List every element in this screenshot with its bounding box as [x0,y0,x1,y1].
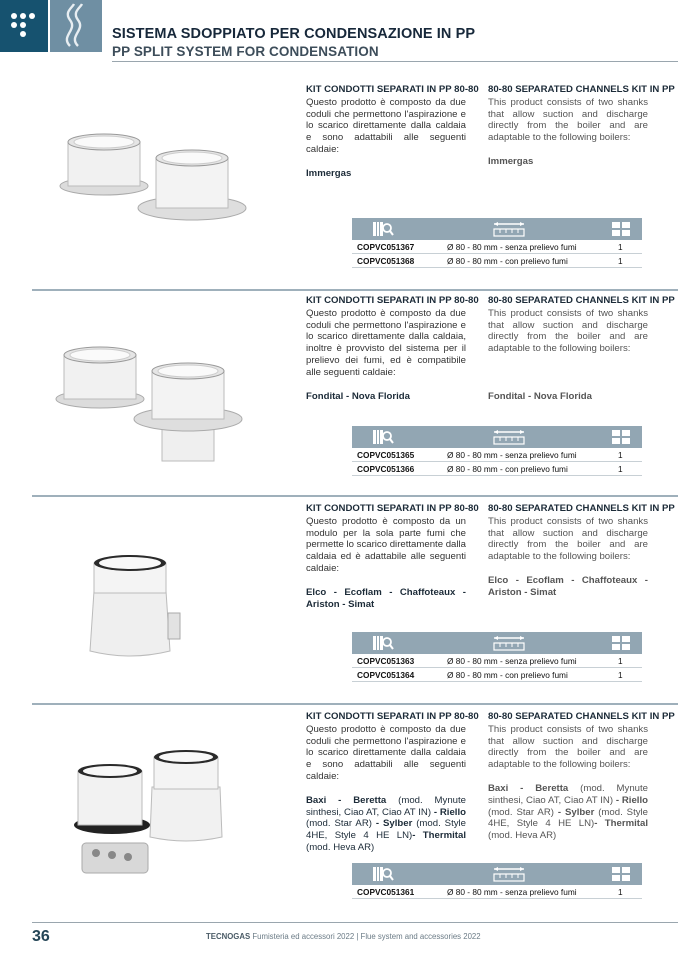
footer-text [206,932,481,941]
product-qty: 1 [618,464,623,474]
brand-models: (mod. Mynute sinthesi, Ciao AT, Ciao AT IN) [306,794,466,818]
kit-title-en: 80-80 SEPARATED CHANNELS KIT IN PP [488,503,675,514]
brand-models: (mod. Star AR) [306,818,376,830]
page-number: 36 [32,928,50,945]
kit-description-it: Questo prodotto è composto da due coduli che permettono l'aspirazione e lo scarico direttamente dalla caldaia e sono adattabili alle seguenti caldaie: [306,723,466,782]
section-divider [32,289,678,291]
kit-description-en: This product consists of two shanks that allow suction and discharge directly from the boiler and are adaptable to the following boilers: [488,723,648,771]
brand-name: - Sylber [375,818,413,830]
compatible-boilers-it [306,795,466,854]
kit-description-it: Questo prodotto è composto da un modulo per la sola parte fumi che permette lo scarico direttamente dalla caldaia ed è adattabile alle seguenti caldaie: [306,515,466,574]
compatible-boilers-en [488,783,648,842]
product-qty: 1 [618,670,623,680]
table-row [352,654,642,668]
brand-name: Baxi - Beretta [306,794,387,806]
compatible-boilers-en: Immergas [488,155,534,167]
brand-models: (mod. Mynute sinthesi, Ciao AT, Ciao AT IN) [488,782,648,806]
product-qty: 1 [618,242,623,252]
product-image-single-module [86,551,186,661]
product-code: COPVC051365 [357,450,415,460]
catalog-search-icon [372,865,394,883]
package-boxes-icon [610,865,632,883]
footer-brand: TECNOGAS [206,932,251,941]
section-divider [32,495,678,497]
compatible-boilers-it: Fondital - Nova Florida [306,390,410,402]
measure-ruler-icon [492,634,526,652]
product-table [352,426,642,476]
kit-title-en: 80-80 SEPARATED CHANNELS KIT IN PP [488,295,675,306]
table-row [352,668,642,682]
product-qty: 1 [618,887,623,897]
footer-divider [32,922,678,923]
kit-description-en: This product consists of two shanks that allow suction and discharge directly from the boiler and are adaptable to the following boilers: [488,515,648,563]
kit-description-it: Questo prodotto è composto da due coduli che permettono l'aspirazione e lo scarico direttamente dalla caldaia e sono adattabili alle seguenti caldaie: [306,96,466,155]
page-title: SISTEMA SDOPPIATO PER CONDENSAZIONE IN PP [112,26,476,42]
table-header [352,218,642,240]
package-boxes-icon [610,428,632,446]
description-en [488,503,675,599]
compatible-boilers-it: Immergas [306,167,352,179]
brand-name: Baxi - Beretta [488,782,569,794]
brand-models: (mod. Style 4HE, Style 4 HE LN) [306,818,466,842]
kit-description-en: This product consists of two shanks that allow suction and discharge directly from the boiler and are adaptable to the following boilers: [488,96,648,144]
product-size: Ø 80 - 80 mm - senza prelievo fumi [447,887,577,897]
catalog-search-icon [372,634,394,652]
product-code: COPVC051367 [357,242,415,252]
kit-title-it: KIT CONDOTTI SEPARATI IN PP 80-80 [306,503,479,514]
compatible-boilers-en: Fondital - Nova Florida [488,390,592,402]
brand-models: (mod. Star AR) [488,806,558,818]
table-row [352,254,642,268]
section-divider [32,703,678,705]
kit-title-en: 80-80 SEPARATED CHANNELS KIT IN PP [488,711,675,722]
table-row [352,240,642,254]
kit-title-it: KIT CONDOTTI SEPARATI IN PP 80-80 [306,295,479,306]
brand-models: (mod. Heva AR) [488,830,557,842]
description-it [306,503,479,610]
product-table [352,218,642,268]
compatible-boilers-en: Elco - Ecoflam - Chaffoteaux - Ariston - Simat [488,574,648,598]
kit-title-it: KIT CONDOTTI SEPARATI IN PP 80-80 [306,711,479,722]
table-header [352,426,642,448]
product-size: Ø 80 - 80 mm - con prelievo fumi [447,256,568,266]
smoke-icon [50,0,102,52]
catalog-search-icon [372,428,394,446]
table-header [352,632,642,654]
package-boxes-icon [610,634,632,652]
package-boxes-icon [610,220,632,238]
kit-description-it: Questo prodotto è composto da due coduli che permettono l'aspirazione e lo scarico direttamente dalla caldaia, inoltre è provvisto del sistema per il prelievo dei fumi, ed è compatibile alle seguenti caldaie: [306,307,466,378]
description-it [306,711,479,854]
product-image-two-shanks [56,128,252,238]
measure-ruler-icon [492,428,526,446]
product-size: Ø 80 - 80 mm - con prelievo fumi [447,464,568,474]
product-code: COPVC051364 [357,670,415,680]
table-row [352,885,642,899]
description-en [488,295,675,403]
description-en [488,711,675,842]
product-table [352,632,642,682]
product-table [352,863,642,899]
table-header [352,863,642,885]
measure-ruler-icon [492,865,526,883]
brand-name: - Thermital [412,830,466,842]
product-code: COPVC051366 [357,464,415,474]
kit-title-en: 80-80 SEPARATED CHANNELS KIT IN PP [488,84,675,95]
brand-name: - Riello [433,806,466,818]
product-size: Ø 80 - 80 mm - senza prelievo fumi [447,242,577,252]
product-image-two-shanks-sampling [52,341,248,467]
product-code: COPVC051368 [357,256,415,266]
page-subtitle: PP SPLIT SYSTEM FOR CONDENSATION [112,44,379,59]
measure-ruler-icon [492,220,526,238]
brand-name: - Thermital [594,818,648,830]
description-it [306,295,479,402]
brand-logo [0,0,48,52]
brand-models: (mod. Heva AR) [306,841,375,853]
brand-name: - Riello [615,794,648,806]
product-image-two-shanks-gaskets [72,747,232,877]
tecnogas-dots-icon [10,12,36,38]
catalog-search-icon [372,220,394,238]
product-size: Ø 80 - 80 mm - con prelievo fumi [447,670,568,680]
kit-description-en: This product consists of two shanks that allow suction and discharge directly from the boiler and are adaptable to the following boilers: [488,307,648,355]
table-row [352,462,642,476]
header-divider [112,61,678,62]
footer-caption: Fumisteria ed accessori 2022 | Flue system and accessories 2022 [250,932,481,941]
product-qty: 1 [618,450,623,460]
brand-models: (mod. Style 4HE, Style 4 HE LN) [488,806,648,830]
brand-name: - Sylber [557,806,595,818]
product-code: COPVC051363 [357,656,415,666]
product-size: Ø 80 - 80 mm - senza prelievo fumi [447,450,577,460]
product-size: Ø 80 - 80 mm - senza prelievo fumi [447,656,577,666]
table-row [352,448,642,462]
product-qty: 1 [618,256,623,266]
product-code: COPVC051361 [357,887,415,897]
product-qty: 1 [618,656,623,666]
kit-title-it: KIT CONDOTTI SEPARATI IN PP 80-80 [306,84,479,95]
description-it [306,84,479,180]
compatible-boilers-it: Elco - Ecoflam - Chaffoteaux - Ariston - Simat [306,586,466,610]
description-en [488,84,675,168]
